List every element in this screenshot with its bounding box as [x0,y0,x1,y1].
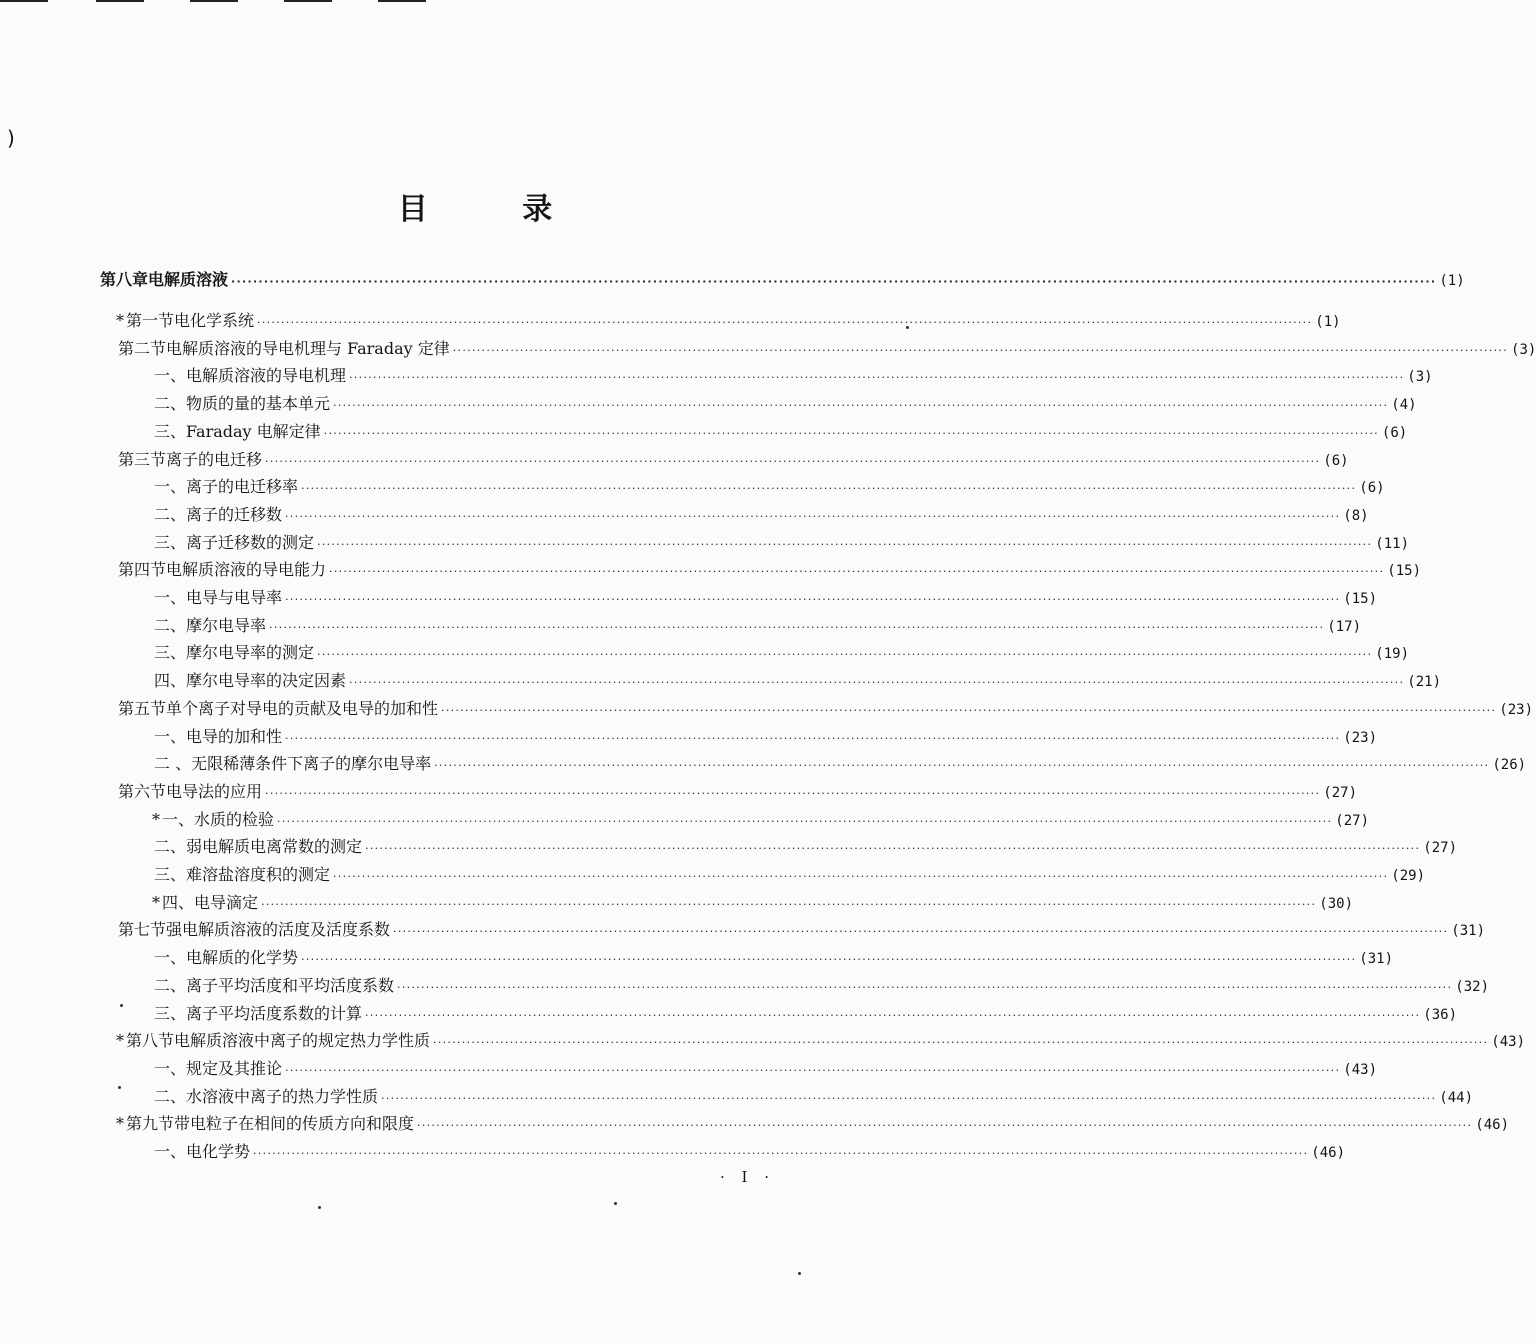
toc-entry-title: 离子平均活度系数的计算 [186,1003,363,1023]
item-number: 一、 [154,366,187,386]
item-number: 一、 [154,1142,187,1161]
item-number: 二 、 [154,754,192,774]
page-number: (4) [1391,397,1417,414]
toc-entry [116,309,1341,333]
toc-entry-title: 强电解质溶液的活度及活度系数 [166,920,391,940]
section-number: 第六节 [118,781,167,801]
page-number: (17) [1327,618,1361,635]
page-number: (36) [1423,1006,1457,1023]
toc-entry [152,531,1409,555]
toc-entry-title: 电解质溶液的导电机理 [186,366,347,386]
leader-dots: ···························································································································································································································· [253,1147,1309,1160]
toc-entry [152,1002,1457,1026]
item-number: 三、 [154,532,187,552]
page-number: (31) [1451,923,1485,940]
page-number: (15) [1343,591,1377,607]
toc-entry [152,835,1457,859]
item-number: 一、 [154,588,187,607]
item-number: 二、 [154,975,187,995]
toc-entry-title: 电导的加和性 [186,726,283,746]
chapter-number: 第八章 [100,270,149,289]
leader-dots: ···························································································································································································································· [333,399,1389,413]
leader-dots: ···························································································································································································································· [434,759,1490,773]
item-number: 三、 [154,643,187,663]
toc-entry [152,364,1433,388]
page-number-footer: · I · [720,1168,775,1186]
leader-dots: ···························································································································································································································· [333,870,1389,883]
toc-entry [152,420,1408,444]
item-number: 二、 [154,394,187,414]
toc-entry-title: 离子的电迁移率 [186,477,299,497]
toc-entry-title: 离子的电迁移 [166,449,263,469]
leader-dots: ···························································································································································································································· [285,509,1341,523]
toc-entry-title: 摩尔电导率 [186,615,267,635]
scan-speck [614,1202,617,1205]
page-number: (27) [1423,840,1457,857]
leader-dots: ···························································································································································································································· [397,980,1453,994]
page-number: (15) [1387,563,1421,580]
toc-entry [152,475,1385,499]
page-number: (43) [1343,1061,1377,1078]
scan-speck [120,1004,123,1007]
section-number: 第五节 [118,698,167,718]
toc-entry [152,946,1393,970]
item-number: 三、 [154,1003,187,1023]
item-number: 一、 [154,477,187,497]
scan-speck [118,1086,121,1089]
leader-dots: ···························································································································································································································· [265,454,1321,468]
leader-dots: ···························································································································································································································· [285,1063,1341,1077]
toc-entry-title: Faraday 电解定律 [186,421,321,441]
toc-entry-title: 电导与电导率 [186,588,283,607]
leader-dots: ···························································································································································································································· [231,275,1437,288]
leader-dots: ···························································································································································································································· [265,786,1321,800]
page-number: (23) [1499,701,1533,718]
page-number: (27) [1323,784,1357,801]
leader-dots: ···························································································································································································································· [317,648,1373,662]
page-number: (1) [1315,314,1341,330]
page-number: (1) [1439,273,1465,289]
toc-entry-title: 电导滴定 [194,892,259,912]
leader-dots: ···························································································································································································································· [365,842,1421,856]
leader-dots: ···························································································································································································································· [393,925,1449,939]
toc-entry-title: 电化学系统 [174,311,255,330]
toc-entry-title: 离子的迁移数 [186,504,283,524]
section-number: 第九节 [126,1114,175,1134]
leader-dots: ···························································································································································································································· [323,426,1379,440]
toc-entry-title: 离子平均活度和平均活度系数 [186,975,395,995]
page-number: (21) [1407,674,1441,691]
toc-entry-title: 摩尔电导率的决定因素 [186,671,347,691]
toc-entry [152,586,1377,610]
leader-dots: ···························································································································································································································· [349,676,1405,690]
toc-entry-title: 单个离子对导电的贡献及电导的加和性 [166,698,439,718]
item-number: 二、 [154,615,187,635]
leader-dots: ···························································································································································································································· [329,565,1385,579]
page-number: (27) [1335,812,1369,829]
page-number: (32) [1455,978,1489,995]
toc-entry [152,752,1527,776]
item-number: 四、 [162,892,195,912]
toc-entry [152,891,1353,915]
toc-entry-title: 电解质溶液的导电能力 [166,560,327,580]
toc-entry [152,392,1417,416]
scan-speck [798,1272,801,1275]
toc-entry [152,1085,1473,1109]
page-number: (6) [1323,452,1349,469]
page-number: (19) [1375,646,1409,663]
item-number: 一、 [154,948,187,968]
toc-entry-title: 电解质溶液中离子的规定热力学性质 [174,1031,431,1051]
page-number: (8) [1343,507,1369,524]
page-number: (3) [1407,369,1433,386]
item-number: 二、 [154,504,187,524]
item-number: 一、 [154,1058,187,1078]
item-number: 二、 [154,1086,187,1106]
leader-dots: ···························································································································································································································· [317,537,1373,551]
toc-entry-title: 摩尔电导率的测定 [186,643,315,663]
toc-entry [152,974,1489,998]
toc-entry-title: 离子迁移数的测定 [186,532,315,552]
toc-entry [116,918,1485,942]
page-number: (11) [1375,535,1409,552]
page-number: (46) [1311,1145,1345,1161]
leader-dots: ···························································································································································································································· [301,953,1357,967]
toc-entry-title: 电解质溶液 [148,270,229,289]
leader-dots: ···························································································································································································································· [285,731,1341,745]
leader-dots: ···························································································································································································································· [285,593,1341,606]
section-number: 第七节 [118,920,167,940]
optional-asterisk: * [116,311,124,330]
toc-entry [152,808,1369,832]
item-number: 四、 [154,671,187,691]
toc-entry [116,558,1421,582]
leader-dots: ···························································································································································································································· [269,620,1325,634]
section-number: 第三节 [118,449,167,469]
toc-entry-title: 电化学势 [186,1142,251,1161]
toc-entry-title: 无限稀薄条件下离子的摩尔电导率 [191,754,432,774]
scan-line [378,0,426,2]
section-number: 第四节 [118,560,167,580]
toc-entry [152,641,1409,665]
toc-entry-title: 电解质溶液的导电机理与 Faraday 定律 [166,338,450,358]
toc-entry [152,503,1369,527]
page-number: (46) [1475,1117,1509,1134]
page-number: (31) [1359,951,1393,968]
page-number: (6) [1381,424,1408,441]
page-number: (44) [1439,1089,1473,1106]
toc-entry-title: 水质的检验 [194,809,275,829]
optional-asterisk: * [116,1031,124,1051]
item-number: 三、 [154,421,187,441]
section-number: 第二节 [118,338,167,358]
toc-entry-title: 电导法的应用 [166,781,263,801]
page-number: (6) [1359,480,1385,497]
leader-dots: ···························································································································································································································· [349,371,1405,385]
page-number: (23) [1343,729,1377,746]
leader-dots: ···························································································································································································································· [261,897,1317,911]
leader-dots: ···························································································································································································································· [441,703,1497,717]
scan-line [284,0,332,2]
toc-entry-title: 物质的量的基本单元 [186,394,331,414]
optional-asterisk: * [152,892,160,912]
item-number: 二、 [154,837,187,857]
toc-entry [116,337,1536,361]
toc-entry [116,697,1533,721]
page-number: (30) [1319,895,1353,912]
page-number: (26) [1492,757,1527,774]
page-number: (43) [1491,1034,1525,1051]
scan-line [190,0,238,2]
toc-entry [152,725,1377,749]
toc-entry-title: 带电粒子在相间的传质方向和限度 [174,1114,415,1134]
section-number: 第一节 [126,311,175,330]
toc-entry [116,1029,1525,1053]
leader-dots: ···························································································································································································································· [365,1008,1421,1022]
scan-line [0,0,48,2]
toc-entry-title: 电解质的化学势 [186,948,299,968]
toc-entry [152,1057,1377,1081]
toc-entry [116,1112,1509,1136]
toc-entry-title: 水溶液中离子的热力学性质 [186,1086,379,1106]
toc-entry [98,268,1465,292]
page-number: (29) [1391,868,1425,884]
section-number: 第八节 [126,1031,175,1051]
item-number: 一、 [162,809,195,829]
toc-entry [152,614,1361,638]
page-title: 目 录 [397,192,595,227]
toc-entry [116,448,1349,472]
leader-dots: ···························································································································································································································· [452,343,1509,357]
scan-speck [318,1206,321,1209]
page-number: (3) [1511,341,1536,358]
toc-entry [152,1140,1345,1164]
toc-entry [152,863,1425,887]
leader-dots: ···························································································································································································································· [301,482,1357,496]
leader-dots: ···························································································································································································································· [417,1119,1473,1133]
toc-entry-title: 弱电解质电离常数的测定 [186,837,363,857]
scan-line [96,0,144,2]
toc-entry [116,780,1357,804]
toc-entry-title: 规定及其推论 [186,1058,283,1078]
optional-asterisk: * [116,1114,124,1134]
toc-entry [152,669,1441,693]
leader-dots: ···························································································································································································································· [257,316,1313,329]
toc-entry-title: 难溶盐溶度积的测定 [186,865,331,884]
item-number: 一、 [154,726,187,746]
leader-dots: ···························································································································································································································· [277,814,1333,828]
margin-mark: ) [7,126,15,150]
optional-asterisk: * [152,809,160,829]
leader-dots: ···························································································································································································································· [381,1091,1437,1105]
leader-dots: ···························································································································································································································· [433,1036,1489,1050]
item-number: 三、 [154,865,187,884]
